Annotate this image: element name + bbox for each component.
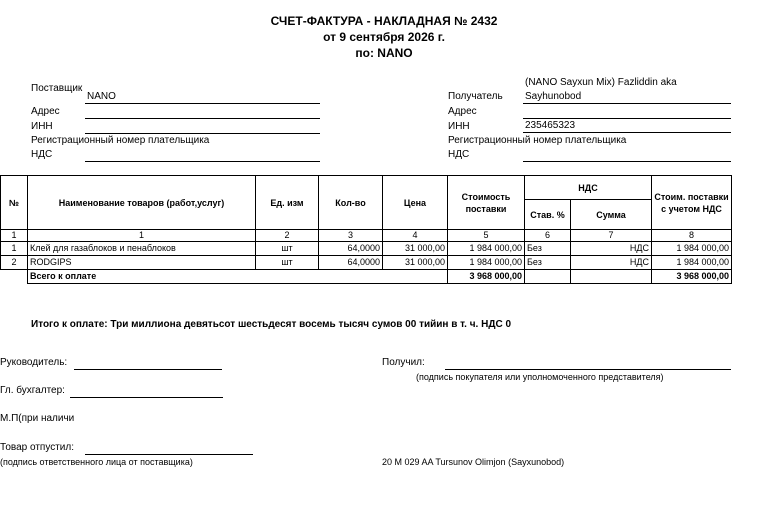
recipient-nds-label: НДС <box>448 149 470 160</box>
released-label: Товар отпустил: <box>0 442 74 453</box>
colnum-cell: 1 <box>1 230 28 242</box>
supplier-inn-line <box>85 133 320 134</box>
supplier-line <box>85 103 320 104</box>
total-summary-text: Итого к оплате: Три миллиона девятьсот шестьдесят восемь тысяч сумов 00 тийин в т. ч. НДС 0 <box>31 319 512 330</box>
supplier-value: NANO <box>87 91 116 102</box>
row-name: RODGIPS <box>28 256 256 270</box>
total-row <box>1 270 732 284</box>
document-title: СЧЕТ-ФАКТУРА - НАКЛАДНАЯ № 2432 <box>270 14 498 28</box>
row-vat-sum: НДС <box>571 256 652 270</box>
header-price: Цена <box>383 176 448 230</box>
supplier-address-label: Адрес <box>31 106 60 117</box>
accountant-label: Гл. бухгалтер: <box>0 385 65 396</box>
released-note: (подпись ответственного лица от поставщика) <box>0 457 193 467</box>
recipient-line <box>523 103 731 104</box>
row-vat-rate: Без <box>525 256 571 270</box>
released-sign-line <box>85 454 253 455</box>
header-vat-rate: Став. % <box>525 200 571 230</box>
header-total: Стоим. поставки с учетом НДС <box>652 176 732 230</box>
row-unit: шт <box>256 242 319 256</box>
header-vat: НДС <box>525 176 652 200</box>
document-counterparty: по: NANO <box>355 46 413 60</box>
row-price: 31 000,00 <box>383 256 448 270</box>
received-sign-line <box>445 369 731 370</box>
recipient-address-line <box>523 118 731 119</box>
director-sign-line <box>74 369 222 370</box>
recipient-value-line2: Sayhunobod <box>525 91 582 102</box>
recipient-inn-label: ИНН <box>448 121 470 132</box>
total-vat-rate <box>525 270 571 284</box>
supplier-address-line <box>85 118 320 119</box>
table-row <box>1 256 732 270</box>
row-unit: шт <box>256 256 319 270</box>
supplier-label: Поставщик <box>31 83 83 94</box>
colnum-cell: 7 <box>571 230 652 242</box>
header-vat-sum: Сумма <box>571 200 652 230</box>
header-cost: Стоимость поставки <box>448 176 525 230</box>
stamp-label: М.П(при наличи <box>0 413 75 424</box>
supplier-inn-label: ИНН <box>31 121 53 132</box>
document-date: от 9 сентября 2026 г. <box>323 30 445 44</box>
row-price: 31 000,00 <box>383 242 448 256</box>
supplier-reg-label: Регистрационный номер плательщика <box>31 135 210 146</box>
supplier-nds-line <box>85 161 320 162</box>
recipient-value-line1: (NANO Sayxun Mix) Fazliddin aka <box>525 77 677 88</box>
colnum-cell: 5 <box>448 230 525 242</box>
vehicle-driver-info: 20 M 029 AA Tursunov Olimjon (Sayxunobod) <box>382 457 565 467</box>
row-num: 1 <box>1 242 28 256</box>
row-name: Клей для газаблоков и пенаблоков <box>28 242 256 256</box>
recipient-reg-label: Регистрационный номер плательщика <box>448 135 627 146</box>
header-qty: Кол-во <box>319 176 383 230</box>
row-vat-sum: НДС <box>571 242 652 256</box>
colnum-cell: 4 <box>383 230 448 242</box>
director-label: Руководитель: <box>0 357 68 368</box>
colnum-cell: 8 <box>652 230 732 242</box>
row-cost: 1 984 000,00 <box>448 242 525 256</box>
received-note: (подпись покупателя или уполномоченного представителя) <box>416 372 664 382</box>
table-row <box>1 242 732 256</box>
total-label: Всего к оплате <box>28 270 448 284</box>
total-cost: 3 968 000,00 <box>448 270 525 284</box>
recipient-address-label: Адрес <box>448 106 477 117</box>
row-num: 2 <box>1 256 28 270</box>
invoice-table <box>0 175 732 284</box>
recipient-inn-line <box>523 132 731 133</box>
supplier-nds-label: НДС <box>31 149 53 160</box>
colnum-cell: 2 <box>256 230 319 242</box>
colnum-cell: 6 <box>525 230 571 242</box>
recipient-nds-line <box>523 161 731 162</box>
header-num: № <box>1 176 28 230</box>
recipient-label: Получатель <box>448 91 503 102</box>
header-unit: Ед. изм <box>256 176 319 230</box>
colnum-cell: 1 <box>28 230 256 242</box>
row-total: 1 984 000,00 <box>652 242 732 256</box>
row-vat-rate: Без <box>525 242 571 256</box>
row-qty: 64,0000 <box>319 242 383 256</box>
colnum-cell: 3 <box>319 230 383 242</box>
row-qty: 64,0000 <box>319 256 383 270</box>
total-vat-sum <box>571 270 652 284</box>
recipient-inn-value: 235465323 <box>525 120 576 131</box>
row-cost: 1 984 000,00 <box>448 256 525 270</box>
header-name: Наименование товаров (работ,услуг) <box>28 176 256 230</box>
row-total: 1 984 000,00 <box>652 256 732 270</box>
total-with-vat: 3 968 000,00 <box>652 270 732 284</box>
total-empty-cell <box>1 270 28 284</box>
received-label: Получил: <box>382 357 425 368</box>
accountant-sign-line <box>70 397 223 398</box>
